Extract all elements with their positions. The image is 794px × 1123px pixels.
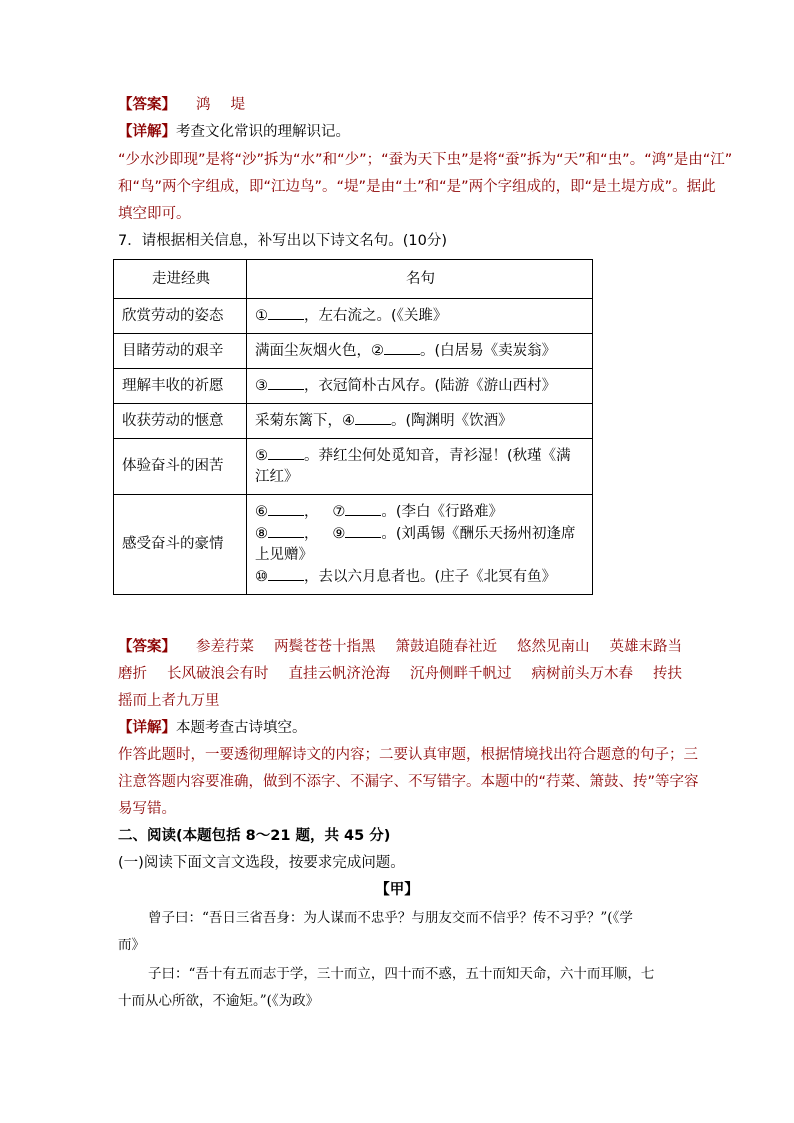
- fill-blank[interactable]: [345, 523, 381, 538]
- detail-tag: 【详解】: [118, 720, 176, 736]
- passage-text: 曾子曰：“吾日三省吾身：为人谋而不忠乎？与朋友交而不信乎？传不习乎？”(《学: [148, 910, 633, 926]
- verse-text: ，衣冠简朴古风存。(陆游《游山西村》: [304, 378, 557, 394]
- detail-text: 易写错。: [118, 801, 176, 817]
- table-header-row: [114, 260, 593, 299]
- section-subheading: (一)阅读下面文言文选段，按要求完成问题。: [118, 855, 405, 871]
- section-heading: 二、阅读(本题包括 8～21 题，共 45 分): [118, 828, 391, 844]
- row-label: 感受奋斗的豪情: [114, 495, 247, 595]
- fill-blank[interactable]: [384, 340, 420, 355]
- q7-detail-line: [118, 718, 307, 738]
- answer-value: 摇而上者九万里: [118, 693, 220, 709]
- answer-value: 沉舟侧畔千帆过: [410, 666, 512, 682]
- table-header: 走进经典: [114, 260, 247, 299]
- verse-text: 。(刘禹锡《酬乐天扬州初逢席: [381, 526, 576, 542]
- q7-answer-line: [118, 664, 682, 684]
- detail-text: 填空即可。: [118, 206, 191, 222]
- q7-answer-line: [118, 637, 682, 657]
- blank-number: ④: [342, 413, 355, 429]
- row-content: [247, 334, 593, 369]
- question-7: 7．请根据相关信息，补写出以下诗文名句。(10分): [118, 233, 447, 249]
- answer-value: 英雄末路当: [609, 639, 682, 655]
- row-content: [247, 495, 593, 595]
- detail-intro: 本题考查古诗填空。: [176, 720, 307, 736]
- passage-text: 而》: [118, 937, 145, 953]
- fill-blank[interactable]: [268, 445, 304, 460]
- row-label: 欣赏劳动的姿态: [114, 299, 247, 334]
- blank-number: ②: [371, 343, 384, 359]
- detail-tag: 【详解】: [118, 124, 176, 140]
- passage-text: 十而从心所欲，不逾矩。”(《为政》: [118, 993, 320, 1009]
- blank-number: ⑤: [255, 448, 268, 464]
- detail-text: “少水沙即现”是将“沙”拆为“水”和“少”；“蚕为天下虫”是将“蚕”拆为“天”和“虫”。“鸿”是由“江”: [118, 152, 733, 168]
- row-label: 收获劳动的惬意: [114, 404, 247, 439]
- fill-blank[interactable]: [268, 501, 304, 516]
- verse-text: 上见赠》: [255, 547, 313, 563]
- fill-blank[interactable]: [345, 501, 381, 516]
- passage-label: 【甲】: [375, 882, 419, 898]
- table-row: [114, 334, 593, 369]
- table-header: 名句: [247, 260, 593, 299]
- answer-value: 长风破浪会有时: [167, 666, 269, 682]
- table-row: [114, 439, 593, 495]
- blank-number: ⑨: [332, 526, 346, 542]
- answer-value: 病树前头万木春: [531, 666, 633, 682]
- answer-value: 堤: [230, 97, 245, 113]
- verse-text: 江红》: [255, 469, 299, 485]
- detail-text: 注意答题内容要准确，做到不添字、不漏字、不写错字。本题中的“荇菜、箫鼓、抟”等字容: [118, 774, 699, 790]
- answer-value: 磨折: [118, 666, 147, 682]
- verse-text: ，: [304, 504, 319, 520]
- verse-text: ，去以六月息者也。(庄子《北冥有鱼》: [304, 569, 557, 585]
- q6-answer-line: [118, 95, 245, 115]
- blank-number: ⑩: [255, 569, 268, 585]
- fill-blank[interactable]: [355, 410, 391, 425]
- answer-value: 悠然见南山: [517, 639, 590, 655]
- answer-tag: 【答案】: [118, 639, 176, 655]
- answer-value: 鸿: [196, 97, 211, 113]
- row-label: 目睹劳动的艰辛: [114, 334, 247, 369]
- verse-text: ，: [304, 526, 319, 542]
- row-label: 体验奋斗的困苦: [114, 439, 247, 495]
- row-content: [247, 369, 593, 404]
- blank-number: ③: [255, 378, 268, 394]
- row-label: 理解丰收的祈愿: [114, 369, 247, 404]
- fill-blank[interactable]: [268, 375, 304, 390]
- detail-text: 作答此题时，一要透彻理解诗文的内容；二要认真审题，根据情境找出符合题意的句子；三: [118, 747, 698, 763]
- answer-value: 箫鼓追随春社近: [395, 639, 497, 655]
- table-row: [114, 404, 593, 439]
- table-row: [114, 495, 593, 595]
- verse-text: ，左右流之。(《关雎》: [304, 308, 448, 324]
- table-row: [114, 369, 593, 404]
- verse-text: 。(李白《行路难》: [381, 504, 503, 520]
- detail-text: 和“鸟”两个字组成，即“江边鸟”。“堤”是由“土”和“是”两个字组成的，即“是土堤方成”。据此: [118, 179, 716, 195]
- verse-text: 。莽红尘何处觅知音，青衫湿！(秋瑾《满: [304, 448, 571, 464]
- row-content: [247, 439, 593, 495]
- verse-text: 满面尘灰烟火色，: [255, 343, 371, 359]
- fill-blank[interactable]: [268, 305, 304, 320]
- answer-value: 直挂云帆济沧海: [288, 666, 390, 682]
- fill-blank[interactable]: [268, 523, 304, 538]
- row-content: [247, 299, 593, 334]
- verse-text: 。(陶渊明《饮酒》: [391, 413, 513, 429]
- poem-table: [113, 259, 593, 595]
- answer-value: 两鬓苍苍十指黑: [274, 639, 376, 655]
- table-row: [114, 299, 593, 334]
- answer-value: 参差荇菜: [196, 639, 254, 655]
- row-content: [247, 404, 593, 439]
- q6-detail-line: [118, 122, 350, 142]
- verse-text: 。(白居易《卖炭翁》: [420, 343, 557, 359]
- answer-value: 抟扶: [653, 666, 682, 682]
- passage-text: 子曰：“吾十有五而志于学，三十而立，四十而不惑，五十而知天命，六十而耳顺，七: [148, 966, 655, 982]
- verse-text: 采菊东篱下，: [255, 413, 342, 429]
- blank-number: ⑥: [255, 504, 268, 520]
- blank-number: ⑧: [255, 526, 268, 542]
- fill-blank[interactable]: [268, 566, 304, 581]
- blank-number: ⑦: [332, 504, 346, 520]
- blank-number: ①: [255, 308, 268, 324]
- detail-intro: 考查文化常识的理解识记。: [176, 124, 350, 140]
- answer-tag: 【答案】: [118, 97, 176, 113]
